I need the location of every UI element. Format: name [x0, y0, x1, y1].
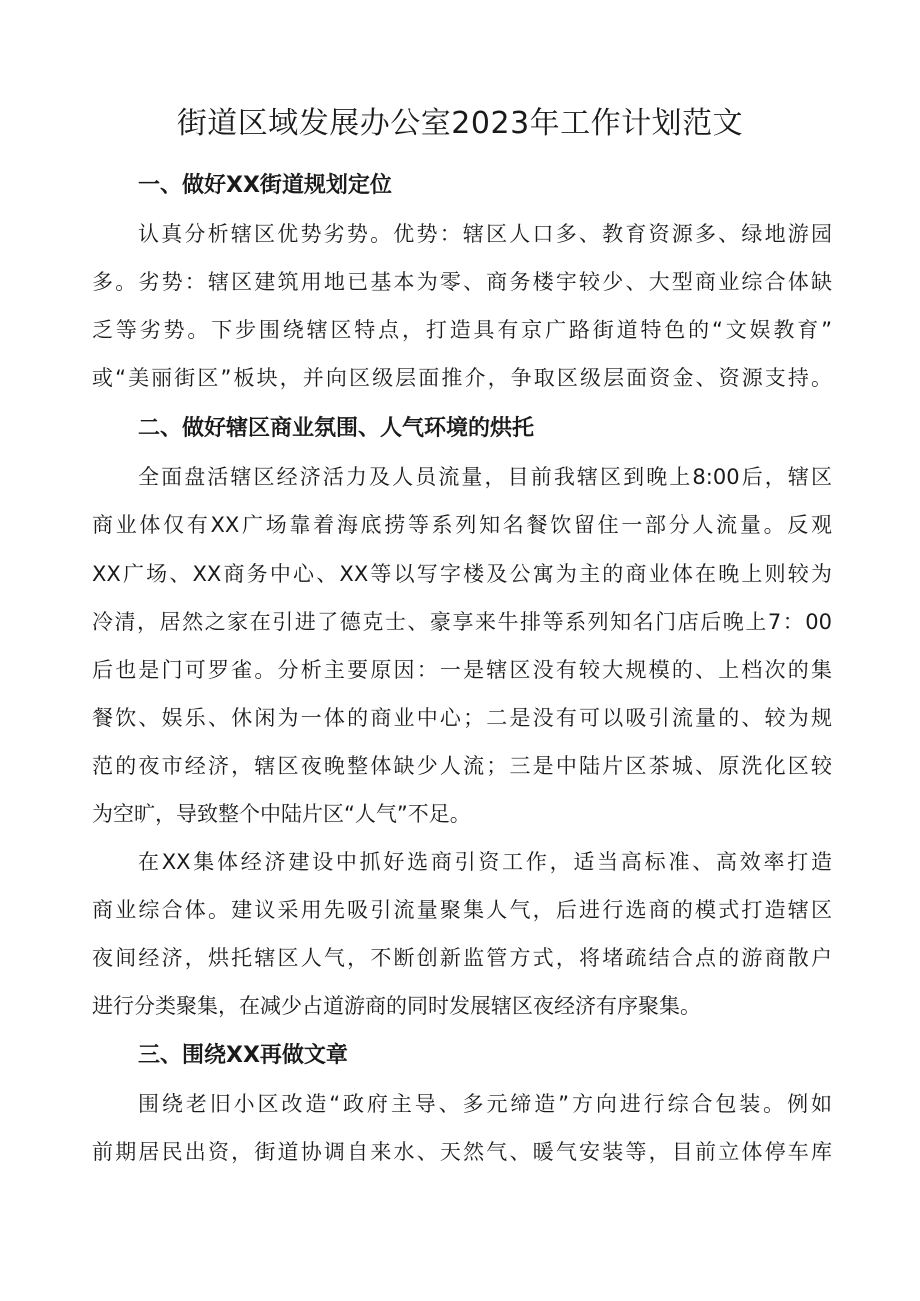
paragraph-line: 在XX集体经济建设中抓好选商引资工作，适当高标准、高效率打造: [138, 850, 832, 874]
paragraph-line: 后也是门可罗雀。分析主要原因：一是辖区没有较大规模的、上档次的集: [92, 658, 832, 682]
paragraph-line: 夜间经济，烘托辖区人气，不断创新监管方式，将堵疏结合点的游商散户: [92, 946, 832, 970]
paragraph-line: 进行分类聚集，在减少占道游商的同时发展辖区夜经济有序聚集。: [92, 994, 701, 1018]
section-heading-3: 三、围绕XX再做文章: [138, 1043, 348, 1068]
paragraph-line: 全面盘活辖区经济活力及人员流量，目前我辖区到晚上8:00后，辖区: [138, 465, 832, 489]
paragraph-line: 或“美丽街区”板块，并向区级层面推介，争取区级层面资金、资源支持。: [92, 366, 832, 390]
paragraph-line: 商业综合体。建议采用先吸引流量聚集人气，后进行选商的模式打造辖区: [92, 898, 832, 922]
paragraph-line: 多。劣势：辖区建筑用地已基本为零、商务楼宇较少、大型商业综合体缺: [92, 270, 832, 294]
paragraph-line: 围绕老旧小区改造“政府主导、多元缔造”方向进行综合包装。例如: [138, 1092, 832, 1116]
paragraph-line: 商业体仅有XX广场靠着海底捞等系列知名餐饮留住一部分人流量。反观: [92, 513, 832, 537]
paragraph-line: XX广场、XX商务中心、XX等以写字楼及公寓为主的商业体在晚上则较为: [92, 562, 832, 586]
section-heading-1: 一、做好XX街道规划定位: [138, 173, 392, 198]
paragraph-line: 餐饮、娱乐、休闲为一体的商业中心；二是没有可以吸引流量的、较为规: [92, 706, 832, 730]
paragraph-line: 认真分析辖区优势劣势。优势：辖区人口多、教育资源多、绿地游园: [138, 222, 832, 246]
document-title: 街道区域发展办公室2023年工作计划范文: [176, 106, 744, 141]
paragraph-line: 乏等劣势。下步围绕辖区特点，打造具有京广路街道特色的“文娱教育”: [92, 318, 832, 342]
paragraph-line: 为空旷，导致整个中陆片区“人气”不足。: [92, 802, 471, 826]
paragraph-line: 前期居民出资，街道协调自来水、天然气、暖气安装等，目前立体停车库: [92, 1140, 832, 1164]
paragraph-line: 范的夜市经济，辖区夜晚整体缺少人流；三是中陆片区茶城、原洗化区较: [92, 754, 832, 778]
paragraph-line: 冷清，居然之家在引进了德克士、豪享来牛排等系列知名门店后晚上7：00: [92, 610, 832, 634]
section-heading-2: 二、做好辖区商业氛围、人气环境的烘托: [138, 416, 535, 441]
